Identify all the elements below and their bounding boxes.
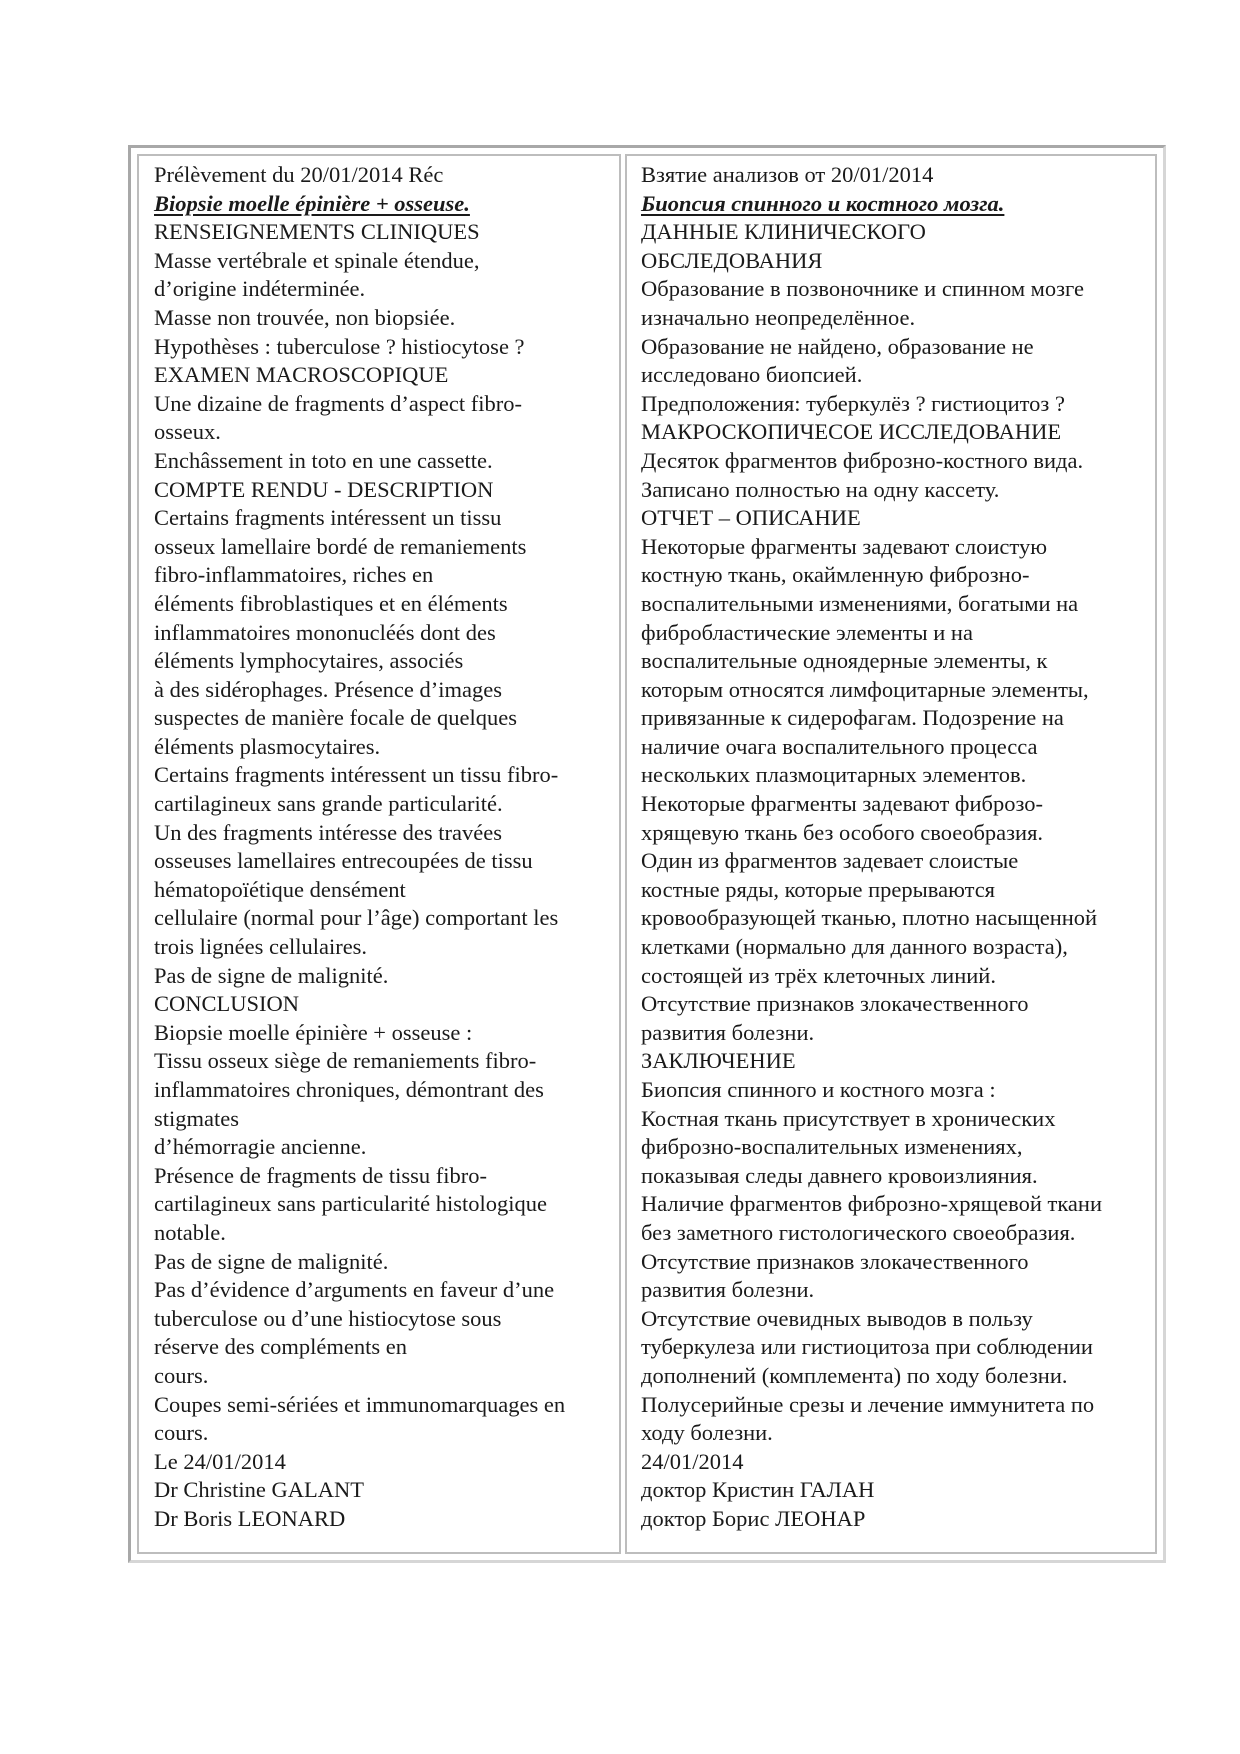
ru-text-line: Образование не найдено, образование не bbox=[641, 333, 1034, 359]
ru-text-line: Один из фрагментов задевает слоистые bbox=[641, 848, 1019, 874]
fr-text-line: osseux. bbox=[154, 419, 221, 445]
ru-text-line: которым относятся лимфоцитарные элементы, bbox=[641, 676, 1089, 702]
ru-text-line: клетками (нормально для данного возраста), bbox=[641, 934, 1068, 960]
ru-text-line: Отсутствие признаков злокачественного bbox=[641, 1248, 1029, 1274]
fr-title-line: Biopsie moelle épinière + osseuse. bbox=[154, 190, 470, 216]
fr-text-line: Dr Christine GALANT bbox=[154, 1477, 364, 1503]
fr-text-line: Certains fragments intéressent un tissu fibro- bbox=[154, 762, 559, 788]
ru-text-line: без заметного гистологического своеобразия. bbox=[641, 1219, 1076, 1245]
fr-text-line: Prélèvement du 20/01/2014 Réc bbox=[154, 162, 444, 187]
fr-text-line: Pas de signe de malignité. bbox=[154, 1248, 389, 1274]
ru-text-line: доктор Кристин ГАЛАН bbox=[641, 1477, 875, 1503]
ru-text-line: Полусерийные срезы и лечение иммунитета по bbox=[641, 1391, 1095, 1417]
ru-text-line: доктор Борис ЛЕОНАР bbox=[641, 1505, 866, 1531]
ru-text-line: хрящевую ткань без особого своеобразия. bbox=[641, 819, 1044, 845]
fr-text-line: osseux lamellaire bordé de remaniements bbox=[154, 533, 527, 559]
fr-text-line: éléments fibroblastiques et en éléments bbox=[154, 590, 508, 616]
fr-text-line: Certains fragments intéressent un tissu bbox=[154, 505, 502, 531]
fr-text-line: Masse vertébrale et spinale étendue, bbox=[154, 247, 480, 273]
ru-text-line: Образование в позвоночнике и спинном мозге bbox=[641, 276, 1084, 302]
fr-text-line: hématopoïétique densément bbox=[154, 876, 406, 902]
ru-text-line: нескольких плазмоцитарных элементов. bbox=[641, 762, 1027, 788]
ru-text-line: ЗАКЛЮЧЕНИЕ bbox=[641, 1048, 796, 1074]
fr-text-line: Présence de fragments de tissu fibro- bbox=[154, 1162, 488, 1188]
fr-text-line: cartilagineux sans grande particularité. bbox=[154, 791, 503, 817]
ru-text-line: Записано полностью на одну кассету. bbox=[641, 476, 1000, 502]
russian-text bbox=[627, 161, 1155, 1534]
ru-text-line: воспалительные одноядерные элементы, к bbox=[641, 648, 1048, 674]
ru-text-line: фиброзно-воспалительных изменениях, bbox=[641, 1134, 1023, 1160]
ru-text-line: костную ткань, окаймленную фиброзно- bbox=[641, 562, 1030, 588]
fr-text-line: Masse non trouvée, non biopsiée. bbox=[154, 304, 456, 330]
ru-text-line: туберкулеза или гистиоцитоза при соблюдении bbox=[641, 1334, 1093, 1360]
fr-text-line: Le 24/01/2014 bbox=[154, 1448, 286, 1474]
fr-text-line: fibro-inflammatoires, riches en bbox=[154, 562, 434, 588]
ru-text-line: костные ряды, которые прерываются bbox=[641, 876, 996, 902]
fr-text-line: Un des fragments intéresse des travées bbox=[154, 819, 503, 845]
russian-column bbox=[625, 154, 1157, 1554]
ru-text-line: Взятие анализов от 20/01/2014 bbox=[641, 162, 934, 187]
fr-text-line: Pas de signe de malignité. bbox=[154, 962, 389, 988]
ru-text-line: состоящей из трёх клеточных линий. bbox=[641, 962, 996, 988]
fr-text-line: inflammatoires mononucléés dont des bbox=[154, 619, 496, 645]
translation-table bbox=[128, 145, 1166, 1563]
fr-text-line: à des sidérophages. Présence d’images bbox=[154, 676, 503, 702]
ru-text-line: Отсутствие признаков злокачественного bbox=[641, 991, 1029, 1017]
fr-text-line: cours. bbox=[154, 1420, 209, 1446]
ru-text-line: ДАННЫЕ КЛИНИЧЕСКОГО bbox=[641, 219, 926, 245]
fr-text-line: Enchâssement in toto en une cassette. bbox=[154, 447, 493, 473]
fr-text-line: Dr Boris LEONARD bbox=[154, 1505, 346, 1531]
fr-text-line: osseuses lamellaires entrecoupées de tissu bbox=[154, 848, 533, 874]
fr-text-line: Hypothèses : tuberculose ? histiocytose ? bbox=[154, 333, 525, 359]
fr-text-line: trois lignées cellulaires. bbox=[154, 934, 368, 960]
ru-text-line: Предположения: туберкулёз ? гистиоцитоз ? bbox=[641, 390, 1065, 416]
fr-text-line: RENSEIGNEMENTS CLINIQUES bbox=[154, 219, 480, 245]
ru-text-line: развития болезни. bbox=[641, 1019, 815, 1045]
ru-text-line: Некоторые фрагменты задевают слоистую bbox=[641, 533, 1048, 559]
ru-text-line: Костная ткань присутствует в хронических bbox=[641, 1105, 1056, 1131]
french-column bbox=[137, 154, 621, 1554]
ru-text-line: фибробластические элементы и на bbox=[641, 619, 973, 645]
ru-text-line: изначально неопределённое. bbox=[641, 304, 916, 330]
fr-text-line: EXAMEN MACROSCOPIQUE bbox=[154, 362, 449, 388]
ru-text-line: кровообразующей тканью, плотно насыщенной bbox=[641, 905, 1098, 931]
fr-text-line: Tissu osseux siège de remaniements fibro- bbox=[154, 1048, 537, 1074]
french-text bbox=[139, 161, 619, 1534]
ru-text-line: исследовано биопсией. bbox=[641, 362, 863, 388]
fr-text-line: Coupes semi-sériées et immunomarquages en bbox=[154, 1391, 566, 1417]
fr-text-line: notable. bbox=[154, 1219, 226, 1245]
ru-text-line: привязанные к сидерофагам. Подозрение на bbox=[641, 705, 1064, 731]
fr-text-line: CONCLUSION bbox=[154, 991, 300, 1017]
ru-text-line: ОТЧЕТ – ОПИСАНИЕ bbox=[641, 505, 861, 531]
ru-text-line: Отсутствие очевидных выводов в пользу bbox=[641, 1305, 1033, 1331]
ru-text-line: дополнений (комплемента) по ходу болезни. bbox=[641, 1362, 1068, 1388]
fr-text-line: COMPTE RENDU - DESCRIPTION bbox=[154, 476, 494, 502]
fr-text-line: stigmates bbox=[154, 1105, 239, 1131]
fr-text-line: éléments plasmocytaires. bbox=[154, 733, 381, 759]
ru-text-line: воспалительными изменениями, богатыми на bbox=[641, 590, 1079, 616]
ru-text-line: 24/01/2014 bbox=[641, 1448, 744, 1474]
fr-text-line: éléments lymphocytaires, associés bbox=[154, 648, 464, 674]
ru-text-line: Десяток фрагментов фиброзно-костного вида. bbox=[641, 447, 1084, 473]
ru-text-line: наличие очага воспалительного процесса bbox=[641, 733, 1038, 759]
fr-text-line: réserve des compléments en bbox=[154, 1334, 408, 1360]
ru-text-line: ходу болезни. bbox=[641, 1420, 773, 1446]
fr-text-line: Biopsie moelle épinière + osseuse : bbox=[154, 1019, 473, 1045]
fr-text-line: tuberculose ou d’une histiocytose sous bbox=[154, 1305, 502, 1331]
ru-text-line: развития болезни. bbox=[641, 1277, 815, 1303]
ru-text-line: Некоторые фрагменты задевают фиброзо- bbox=[641, 791, 1043, 817]
ru-text-line: МАКРОСКОПИЧЕСОЕ ИССЛЕДОВАНИЕ bbox=[641, 419, 1062, 445]
ru-text-line: показывая следы давнего кровоизлияния. bbox=[641, 1162, 1038, 1188]
fr-text-line: cellulaire (normal pour l’âge) comportant les bbox=[154, 905, 559, 931]
fr-text-line: Pas d’évidence d’arguments en faveur d’une bbox=[154, 1277, 555, 1303]
fr-text-line: cours. bbox=[154, 1362, 209, 1388]
ru-title-line: Биопсия спинного и костного мозга. bbox=[641, 190, 1005, 216]
ru-text-line: Наличие фрагментов фиброзно-хрящевой ткани bbox=[641, 1191, 1102, 1217]
ru-text-line: Биопсия спинного и костного мозга : bbox=[641, 1077, 996, 1102]
fr-text-line: suspectes de manière focale de quelques bbox=[154, 705, 517, 731]
fr-text-line: cartilagineux sans particularité histologique bbox=[154, 1191, 548, 1217]
ru-text-line: ОБСЛЕДОВАНИЯ bbox=[641, 247, 823, 273]
fr-text-line: d’origine indéterminée. bbox=[154, 276, 366, 302]
fr-text-line: inflammatoires chroniques, démontrant des bbox=[154, 1077, 544, 1102]
fr-text-line: Une dizaine de fragments d’aspect fibro- bbox=[154, 390, 522, 416]
fr-text-line: d’hémorragie ancienne. bbox=[154, 1134, 367, 1160]
